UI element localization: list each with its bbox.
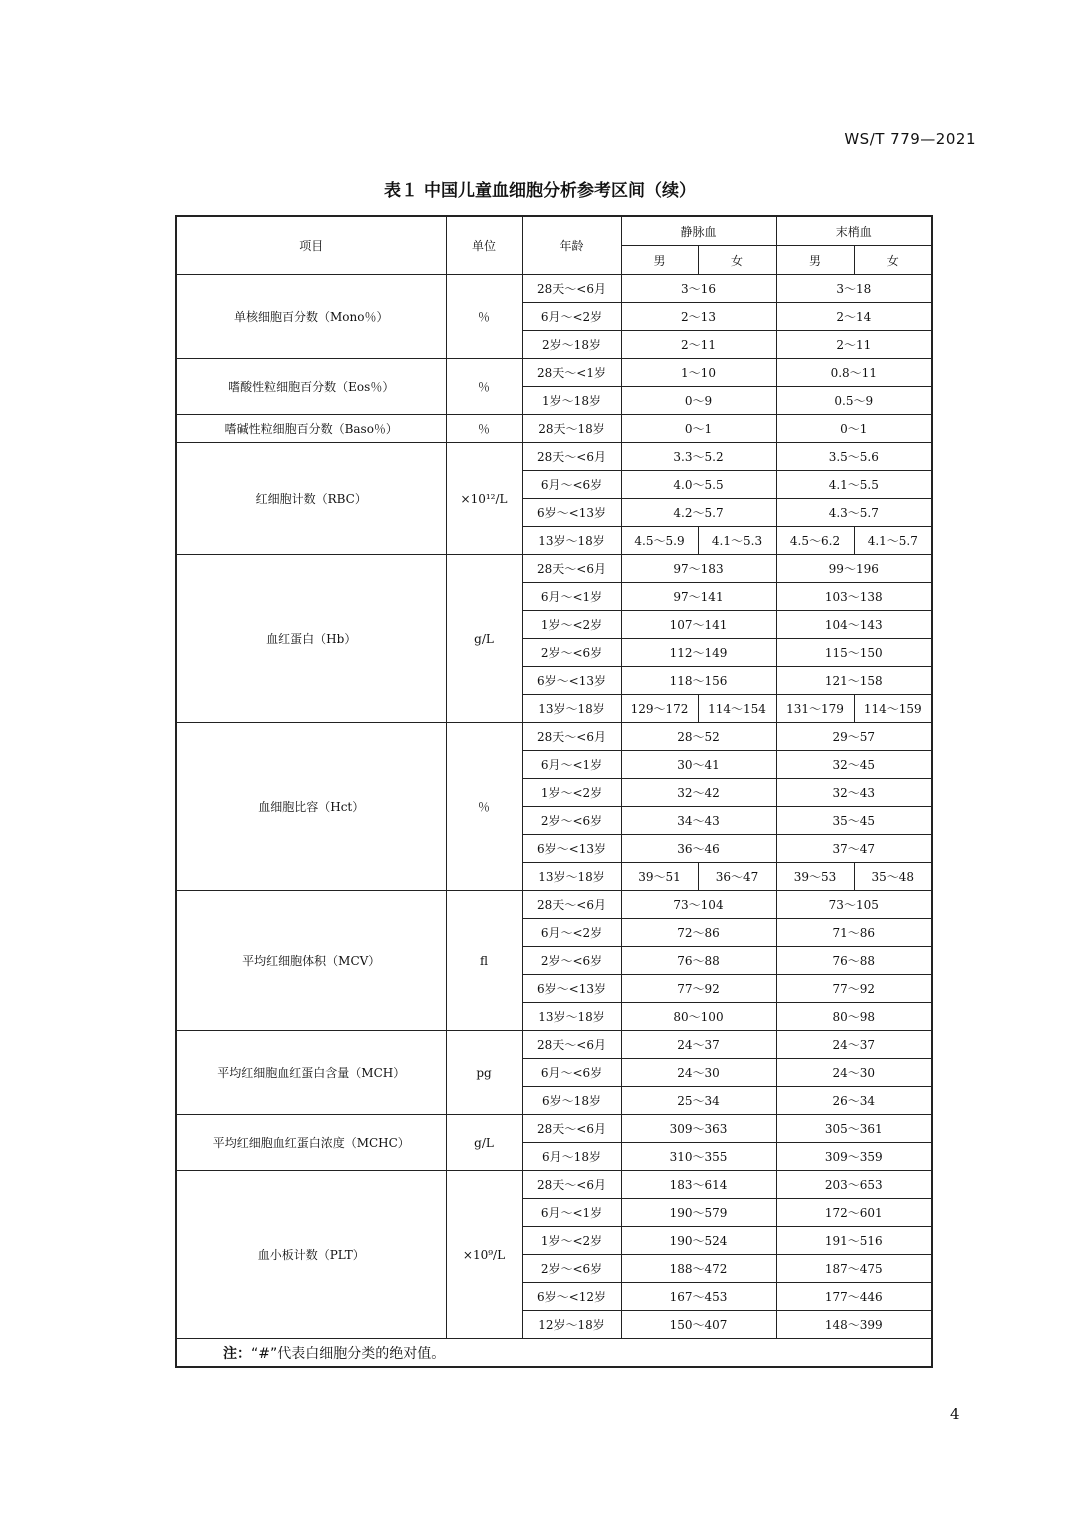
venous-male-cell: 129～172 [621,695,698,723]
col-header-venous-female: 女 [698,246,776,275]
note-row [176,1339,932,1368]
item-cell: 平均红细胞体积（MCV） [176,891,446,1031]
peripheral-male-cell: 4.5～6.2 [776,527,854,555]
unit-cell: ％ [446,275,522,359]
table-row [176,723,932,751]
age-cell: 6月～<6岁 [522,1059,621,1087]
item-cell: 嗜碱性粒细胞百分数（Baso％） [176,415,446,443]
age-cell: 6岁～18岁 [522,1087,621,1115]
col-header-unit: 单位 [446,216,522,275]
age-cell: 6岁～<13岁 [522,835,621,863]
table-row [176,275,932,303]
peripheral-value-cell: 121～158 [776,667,932,695]
venous-value-cell: 3.3～5.2 [621,443,776,471]
age-cell: 28天～<1岁 [522,359,621,387]
age-cell: 13岁～18岁 [522,695,621,723]
venous-value-cell: 107～141 [621,611,776,639]
venous-value-cell: 1～10 [621,359,776,387]
peripheral-value-cell: 24～30 [776,1059,932,1087]
age-cell: 6岁～<13岁 [522,667,621,695]
table-row [176,359,932,387]
table-row [176,891,932,919]
unit-cell: pg [446,1031,522,1115]
peripheral-value-cell: 104～143 [776,611,932,639]
note-text: “#”代表白细胞分类的绝对值。 [251,1345,446,1362]
col-header-peripheral: 末梢血 [776,216,932,246]
unit-cell: fl [446,891,522,1031]
venous-value-cell: 190～524 [621,1227,776,1255]
peripheral-value-cell: 0～1 [776,415,932,443]
item-cell: 血红蛋白（Hb） [176,555,446,723]
unit-cell: g/L [446,555,522,723]
age-cell: 12岁～18岁 [522,1311,621,1339]
item-cell: 嗜酸性粒细胞百分数（Eos％） [176,359,446,415]
peripheral-male-cell: 131～179 [776,695,854,723]
peripheral-value-cell: 4.1～5.5 [776,471,932,499]
peripheral-male-cell: 39～53 [776,863,854,891]
item-cell: 红细胞计数（RBC） [176,443,446,555]
age-cell: 28天～<6月 [522,723,621,751]
venous-value-cell: 2～13 [621,303,776,331]
age-cell: 28天～<6月 [522,891,621,919]
venous-value-cell: 309～363 [621,1115,776,1143]
age-cell: 28天～<6月 [522,555,621,583]
venous-value-cell: 112～149 [621,639,776,667]
reference-interval-table [175,215,933,1368]
peripheral-value-cell: 4.3～5.7 [776,499,932,527]
table-note [176,1339,932,1368]
venous-male-cell: 39～51 [621,863,698,891]
header-row [176,216,932,246]
col-header-item: 项目 [176,216,446,275]
age-cell: 6月～<2岁 [522,919,621,947]
venous-value-cell: 30～41 [621,751,776,779]
venous-value-cell: 183～614 [621,1171,776,1199]
unit-cell: ×10¹²/L [446,443,522,555]
venous-value-cell: 77～92 [621,975,776,1003]
age-cell: 2岁～<6岁 [522,807,621,835]
venous-value-cell: 150～407 [621,1311,776,1339]
age-cell: 6月～<1岁 [522,583,621,611]
peripheral-value-cell: 0.8～11 [776,359,932,387]
item-cell: 血细胞比容（Hct） [176,723,446,891]
peripheral-value-cell: 305～361 [776,1115,932,1143]
age-cell: 1岁～<2岁 [522,611,621,639]
age-cell: 2岁～<6岁 [522,639,621,667]
venous-value-cell: 25～34 [621,1087,776,1115]
age-cell: 1岁～<2岁 [522,779,621,807]
venous-value-cell: 0～9 [621,387,776,415]
peripheral-value-cell: 37～47 [776,835,932,863]
peripheral-value-cell: 99～196 [776,555,932,583]
peripheral-value-cell: 77～92 [776,975,932,1003]
venous-value-cell: 2～11 [621,331,776,359]
venous-value-cell: 167～453 [621,1283,776,1311]
venous-value-cell: 4.2～5.7 [621,499,776,527]
age-cell: 1岁～18岁 [522,387,621,415]
venous-value-cell: 73～104 [621,891,776,919]
item-cell: 平均红细胞血红蛋白浓度（MCHC） [176,1115,446,1171]
age-cell: 6月～<1岁 [522,751,621,779]
note-label: 注： [223,1345,251,1362]
col-header-venous-male: 男 [621,246,698,275]
peripheral-value-cell: 191～516 [776,1227,932,1255]
table-title: 表１ 中国儿童血细胞分析参考区间（续） [384,181,696,201]
venous-value-cell: 97～183 [621,555,776,583]
peripheral-value-cell: 2～14 [776,303,932,331]
peripheral-value-cell: 3.5～5.6 [776,443,932,471]
peripheral-value-cell: 177～446 [776,1283,932,1311]
venous-value-cell: 76～88 [621,947,776,975]
peripheral-value-cell: 309～359 [776,1143,932,1171]
peripheral-value-cell: 32～45 [776,751,932,779]
age-cell: 6月～18岁 [522,1143,621,1171]
item-cell: 单核细胞百分数（Mono％） [176,275,446,359]
peripheral-value-cell: 71～86 [776,919,932,947]
item-cell: 血小板计数（PLT） [176,1171,446,1339]
venous-female-cell: 114～154 [698,695,776,723]
age-cell: 6月～<6岁 [522,471,621,499]
peripheral-value-cell: 24～37 [776,1031,932,1059]
peripheral-value-cell: 29～57 [776,723,932,751]
col-header-age: 年龄 [522,216,621,275]
peripheral-female-cell: 35～48 [854,863,932,891]
venous-value-cell: 80～100 [621,1003,776,1031]
venous-value-cell: 34～43 [621,807,776,835]
age-cell: 28天～<6月 [522,443,621,471]
venous-value-cell: 28～52 [621,723,776,751]
unit-cell: g/L [446,1115,522,1171]
venous-value-cell: 3～16 [621,275,776,303]
venous-male-cell: 4.5～5.9 [621,527,698,555]
venous-value-cell: 97～141 [621,583,776,611]
venous-value-cell: 32～42 [621,779,776,807]
col-header-peripheral-female: 女 [854,246,932,275]
venous-value-cell: 310～355 [621,1143,776,1171]
peripheral-value-cell: 172～601 [776,1199,932,1227]
age-cell: 2岁～<6岁 [522,947,621,975]
peripheral-value-cell: 3～18 [776,275,932,303]
peripheral-value-cell: 80～98 [776,1003,932,1031]
col-header-peripheral-male: 男 [776,246,854,275]
table-row [176,443,932,471]
peripheral-value-cell: 187～475 [776,1255,932,1283]
standard-code: WS/T 779—2021 [844,130,976,148]
table-row [176,1115,932,1143]
age-cell: 6月～<1岁 [522,1199,621,1227]
venous-value-cell: 36～46 [621,835,776,863]
venous-value-cell: 188～472 [621,1255,776,1283]
unit-cell: ％ [446,359,522,415]
age-cell: 28天～<6月 [522,275,621,303]
age-cell: 13岁～18岁 [522,527,621,555]
age-cell: 28天～<6月 [522,1115,621,1143]
venous-female-cell: 4.1～5.3 [698,527,776,555]
venous-value-cell: 0～1 [621,415,776,443]
page-number: 4 [950,1405,960,1423]
peripheral-value-cell: 26～34 [776,1087,932,1115]
venous-value-cell: 24～30 [621,1059,776,1087]
unit-cell: ％ [446,415,522,443]
age-cell: 2岁～<6岁 [522,1255,621,1283]
unit-cell: ％ [446,723,522,891]
peripheral-value-cell: 103～138 [776,583,932,611]
peripheral-value-cell: 148～399 [776,1311,932,1339]
venous-value-cell: 118～156 [621,667,776,695]
peripheral-value-cell: 32～43 [776,779,932,807]
peripheral-female-cell: 114～159 [854,695,932,723]
age-cell: 28天～18岁 [522,415,621,443]
peripheral-value-cell: 76～88 [776,947,932,975]
unit-cell: ×10⁹/L [446,1171,522,1339]
peripheral-value-cell: 203～653 [776,1171,932,1199]
peripheral-value-cell: 35～45 [776,807,932,835]
age-cell: 28天～<6月 [522,1171,621,1199]
peripheral-value-cell: 0.5～9 [776,387,932,415]
peripheral-female-cell: 4.1～5.7 [854,527,932,555]
age-cell: 6岁～<12岁 [522,1283,621,1311]
item-cell: 平均红细胞血红蛋白含量（MCH） [176,1031,446,1115]
venous-female-cell: 36～47 [698,863,776,891]
venous-value-cell: 24～37 [621,1031,776,1059]
table-row [176,415,932,443]
peripheral-value-cell: 73～105 [776,891,932,919]
age-cell: 13岁～18岁 [522,863,621,891]
venous-value-cell: 72～86 [621,919,776,947]
table-row [176,555,932,583]
age-cell: 6岁～<13岁 [522,975,621,1003]
age-cell: 6岁～<13岁 [522,499,621,527]
venous-value-cell: 4.0～5.5 [621,471,776,499]
age-cell: 28天～<6月 [522,1031,621,1059]
age-cell: 2岁～18岁 [522,331,621,359]
age-cell: 6月～<2岁 [522,303,621,331]
age-cell: 1岁～<2岁 [522,1227,621,1255]
age-cell: 13岁～18岁 [522,1003,621,1031]
peripheral-value-cell: 2～11 [776,331,932,359]
col-header-venous: 静脉血 [621,216,776,246]
table-row [176,1171,932,1199]
table-row [176,1031,932,1059]
peripheral-value-cell: 115～150 [776,639,932,667]
venous-value-cell: 190～579 [621,1199,776,1227]
